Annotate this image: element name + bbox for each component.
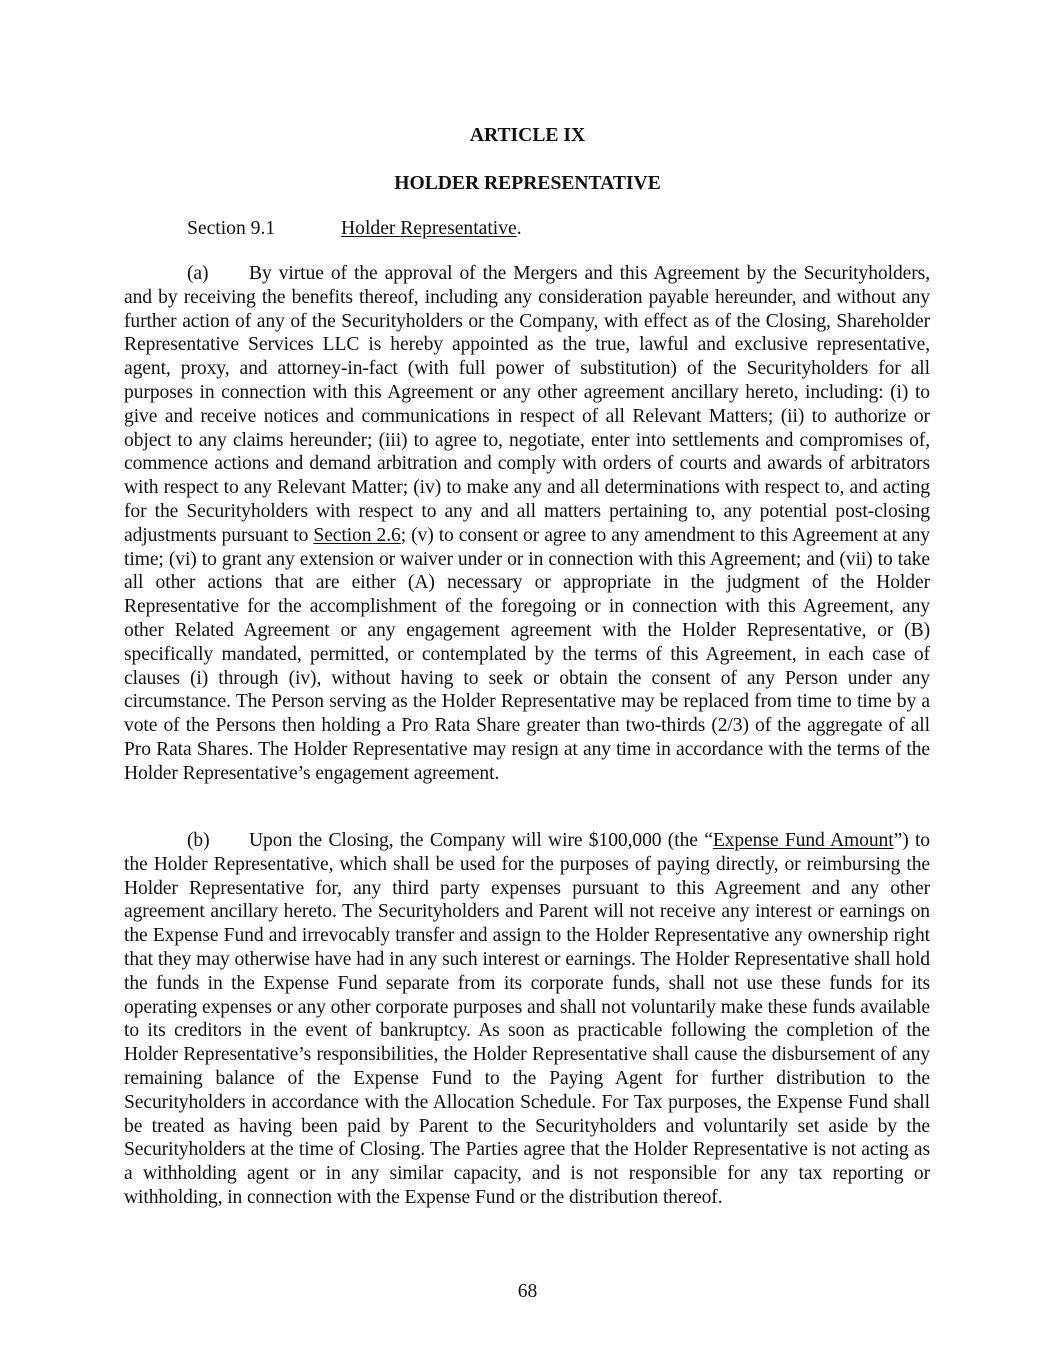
section-heading (187, 217, 522, 241)
section-title: Holder Representative (341, 218, 517, 239)
paragraph-a (124, 262, 930, 786)
section-title-period: . (516, 218, 522, 239)
expense-fund-amount-term: Expense Fund Amount (712, 830, 894, 851)
page-number: 68 (517, 1281, 538, 1302)
paragraph-a-text-2: ; (v) to consent or agree to any amendment to this Agreement at any time; (vi) to grant any extension or waiver under or in connection with this Agreement; and (vii) to take all other actions that are either (A) necessary or appropriate in the judgment of the Holder Representative for the accomplishment of the foregoing or in connection with this Agreement, any other Related Agreement or any engagement agreement with the Holder Representative, or (B) specifically mandated, permitted, or contemplated by the terms of this Agreement, in each case of clauses (i) through (iv), without having to seek or obtain the consent of any Person under any circumstance. The Person serving as the Holder Representative may be replaced from time to time by a vote of the Persons then holding a Pro Rata Share greater than two-thirds (2/3) of the aggregate of all Pro Rata Shares. The Holder Representative may resign at any time in accordance with the terms of the Holder Representative’s engagement agreement. (124, 524, 931, 784)
paragraph-b-label: (b) (187, 830, 210, 851)
paragraph-b (124, 829, 930, 1210)
article-heading: ARTICLE IX (469, 125, 586, 146)
paragraph-a-label: (a) (187, 263, 209, 284)
section-number: Section 9.1 (187, 218, 276, 239)
paragraph-b-text-1: Upon the Closing, the Company will wire $100,000 (the “ (249, 830, 713, 851)
paragraph-b-text-2: ”) to the Holder Representative, which shall be used for the purposes of paying directly, or reimbursing the Holder Representative for, any third party expenses pursuant to this Agreement and any other agreement ancillary hereto. The Securityholders and Parent will not receive any interest or earnings on the Expense Fund and irrevocably transfer and assign to the Holder Representative any ownership right that they may otherwise have had in any such interest or earnings. The Holder Representative shall hold the funds in the Expense Fund separate from its corporate funds, shall not use these funds for its operating expenses or any other corporate purposes and shall not voluntarily make these funds available to its creditors in the event of bankruptcy. As soon as practicable following the completion of the Holder Representative’s responsibilities, the Holder Representative shall cause the disbursement of any remaining balance of the Expense Fund to the Paying Agent for further distribution to the Securityholders in accordance with the Allocation Schedule. For Tax purposes, the Expense Fund shall be treated as having been paid by Parent to the Securityholders and voluntarily set aside by the Securityholders at the time of Closing. The Parties agree that the Holder Representative is not acting as a withholding agent or in any similar capacity, and is not responsible for any tax reporting or withholding, in connection with the Expense Fund or the distribution thereof. (124, 830, 930, 1208)
section-2-6-reference: Section 2.6 (313, 524, 401, 546)
article-title: HOLDER REPRESENTATIVE (394, 173, 661, 194)
paragraph-a-text-1: By virtue of the approval of the Mergers and this Agreement by the Securityholders, and by receiving the benefits thereof, including any consideration payable hereunder, and without any further action of any of the Securityholders or the Company, with effect as of the Closing, Shareholder Representative Services LLC is hereby appointed as the true, lawful and exclusive representative, agent, proxy, and attorney-in-fact (with full power of substitution) of the Securityholders for all purposes in connection with this Agreement or any other agreement ancillary hereto, including: (i) to give and receive notices and communications in respect of all Relevant Matters; (ii) to authorize or object to any claims hereunder; (iii) to agree to, negotiate, enter into settlements and compromises of, commence actions and demand arbitration and comply with orders of courts and awards of arbitrators with respect to any Relevant Matter; (iv) to make any and all determinations with respect to, and acting for the Securityholders with respect to any and all matters pertaining to, any potential post-closing adjustments pursuant to (124, 263, 930, 546)
